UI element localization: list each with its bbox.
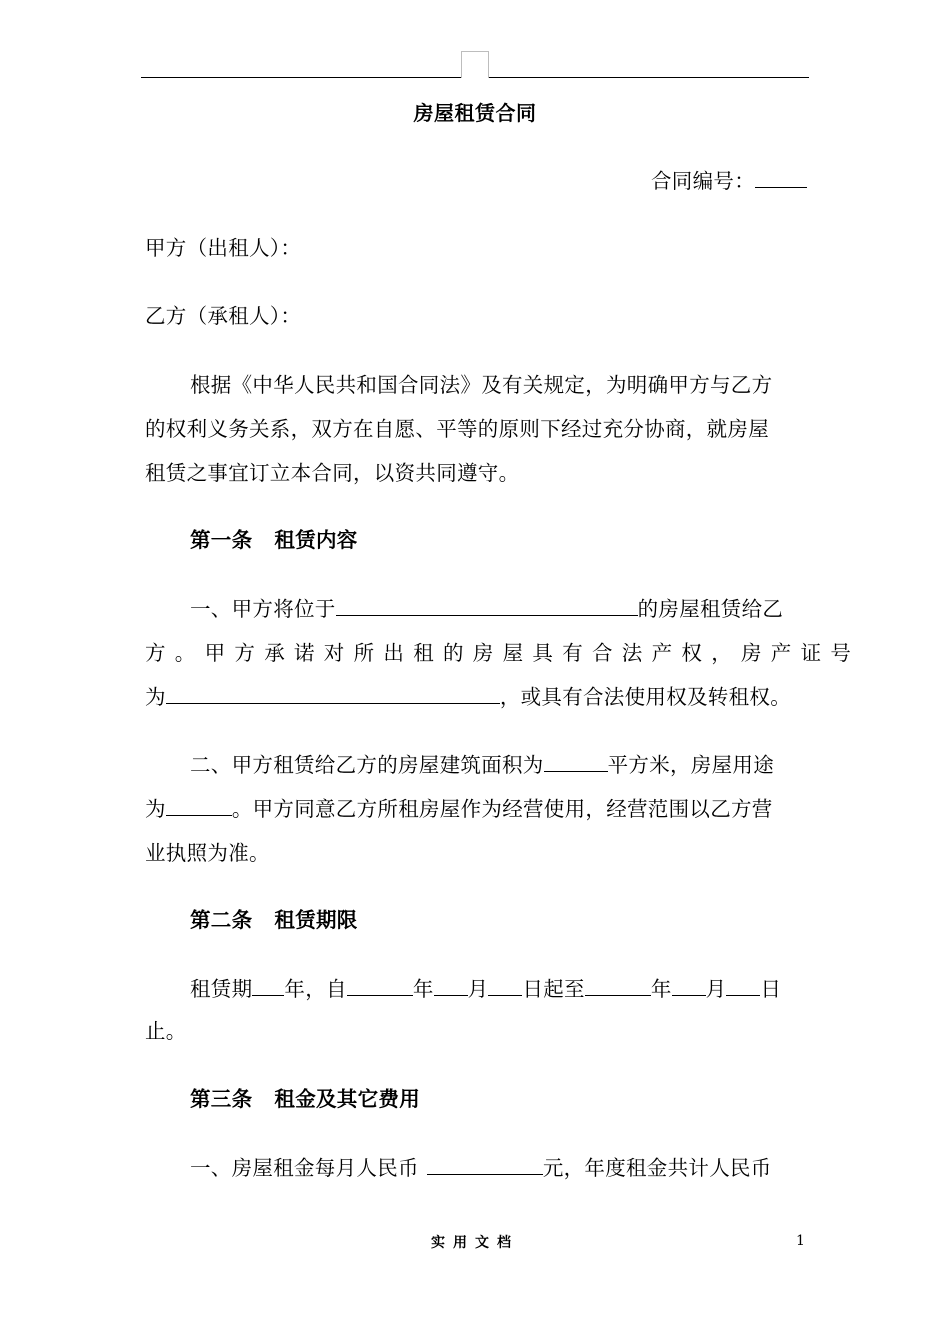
- rent-text-b: 元，年度租金共计人民币: [542, 1156, 772, 1180]
- page-number: 1: [796, 1233, 805, 1249]
- article-1-p1-line-1: [145, 595, 860, 623]
- article-2-term-line-2: 止。: [145, 1019, 187, 1043]
- contract-number-label: 合同编号：: [651, 169, 755, 193]
- article-2-number: 第二条: [190, 908, 253, 932]
- article-2-heading: [145, 906, 860, 934]
- end-year-blank: [585, 975, 651, 996]
- article-1-p1-text-b: 的房屋租赁给乙: [637, 597, 784, 621]
- term-text-b: 年，自: [284, 977, 347, 1001]
- article-1-p2-line-2: [145, 795, 815, 823]
- article-1-p1-line-3: [145, 683, 815, 711]
- article-1-p2-text-d: 。甲方同意乙方所租房屋作为经营使用，经营范围以乙方营: [231, 797, 773, 821]
- end-month-blank: [672, 975, 706, 996]
- article-2-term-line-1: [145, 975, 860, 1003]
- article-1-title: 租赁内容: [274, 528, 358, 552]
- location-blank: [336, 595, 638, 616]
- area-blank: [544, 751, 608, 772]
- article-2-title: 租赁期限: [274, 908, 358, 932]
- party-b-label: 乙方（承租人）：: [145, 304, 302, 328]
- term-text-d: 月: [467, 977, 489, 1001]
- term-text-c: 年: [412, 977, 434, 1001]
- term-text-g: 月: [705, 977, 727, 1001]
- term-text-h: 日: [760, 977, 782, 1001]
- article-1-p1-text-d: ，或具有合法使用权及转租权。: [499, 685, 792, 709]
- article-1-p2-text-c: 为: [145, 797, 166, 821]
- article-1-number: 第一条: [190, 528, 253, 552]
- article-1-heading: [145, 526, 860, 554]
- page-title: 房屋租赁合同: [413, 101, 537, 125]
- article-3-heading: [145, 1085, 860, 1113]
- article-3-rent-line-1: [145, 1154, 860, 1182]
- rent-text-a: 一、房屋租金每月人民币: [190, 1156, 419, 1180]
- party-a-label: 甲方（出租人）：: [145, 236, 302, 260]
- term-years-blank: [252, 975, 284, 996]
- term-text-a: 租赁期: [190, 977, 253, 1001]
- preamble-line-1: 根据《中华人民共和国合同法》及有关规定，为明确甲方与乙方: [190, 373, 773, 397]
- article-3-number: 第三条: [190, 1087, 253, 1111]
- article-1-p1-text-a: 一、甲方将位于: [190, 597, 336, 621]
- end-day-blank: [726, 975, 760, 996]
- article-1-p2-text-b: 平方米，房屋用途: [607, 753, 775, 777]
- usage-blank: [166, 795, 232, 816]
- property-cert-blank: [166, 683, 500, 704]
- article-1-p2-line-3: 业执照为准。: [145, 841, 270, 865]
- term-text-f: 年: [650, 977, 672, 1001]
- contract-number-blank: [755, 167, 807, 188]
- article-1-p2-line-1: [145, 751, 860, 779]
- article-3-title: 租金及其它费用: [274, 1087, 421, 1111]
- article-1-p2-text-a: 二、甲方租赁给乙方的房屋建筑面积为: [190, 753, 544, 777]
- contract-number-line: [145, 167, 807, 195]
- article-1-p1-text-c: 为: [145, 685, 166, 709]
- preamble-line-3: 租赁之事宜订立本合同，以资共同遵守。: [145, 461, 520, 485]
- monthly-rent-blank: [427, 1154, 543, 1175]
- footer-label: 实用文档: [431, 1235, 519, 1251]
- start-day-blank: [488, 975, 522, 996]
- start-year-blank: [347, 975, 413, 996]
- article-1-p1-line-2: 方。甲方承诺对所出租的房屋具有合法产权，房产证号: [145, 641, 861, 665]
- header-box: [461, 51, 489, 78]
- term-text-e: 日起至: [522, 977, 585, 1001]
- preamble-line-2: 的权利义务关系，双方在自愿、平等的原则下经过充分协商，就房屋: [145, 417, 769, 441]
- start-month-blank: [434, 975, 468, 996]
